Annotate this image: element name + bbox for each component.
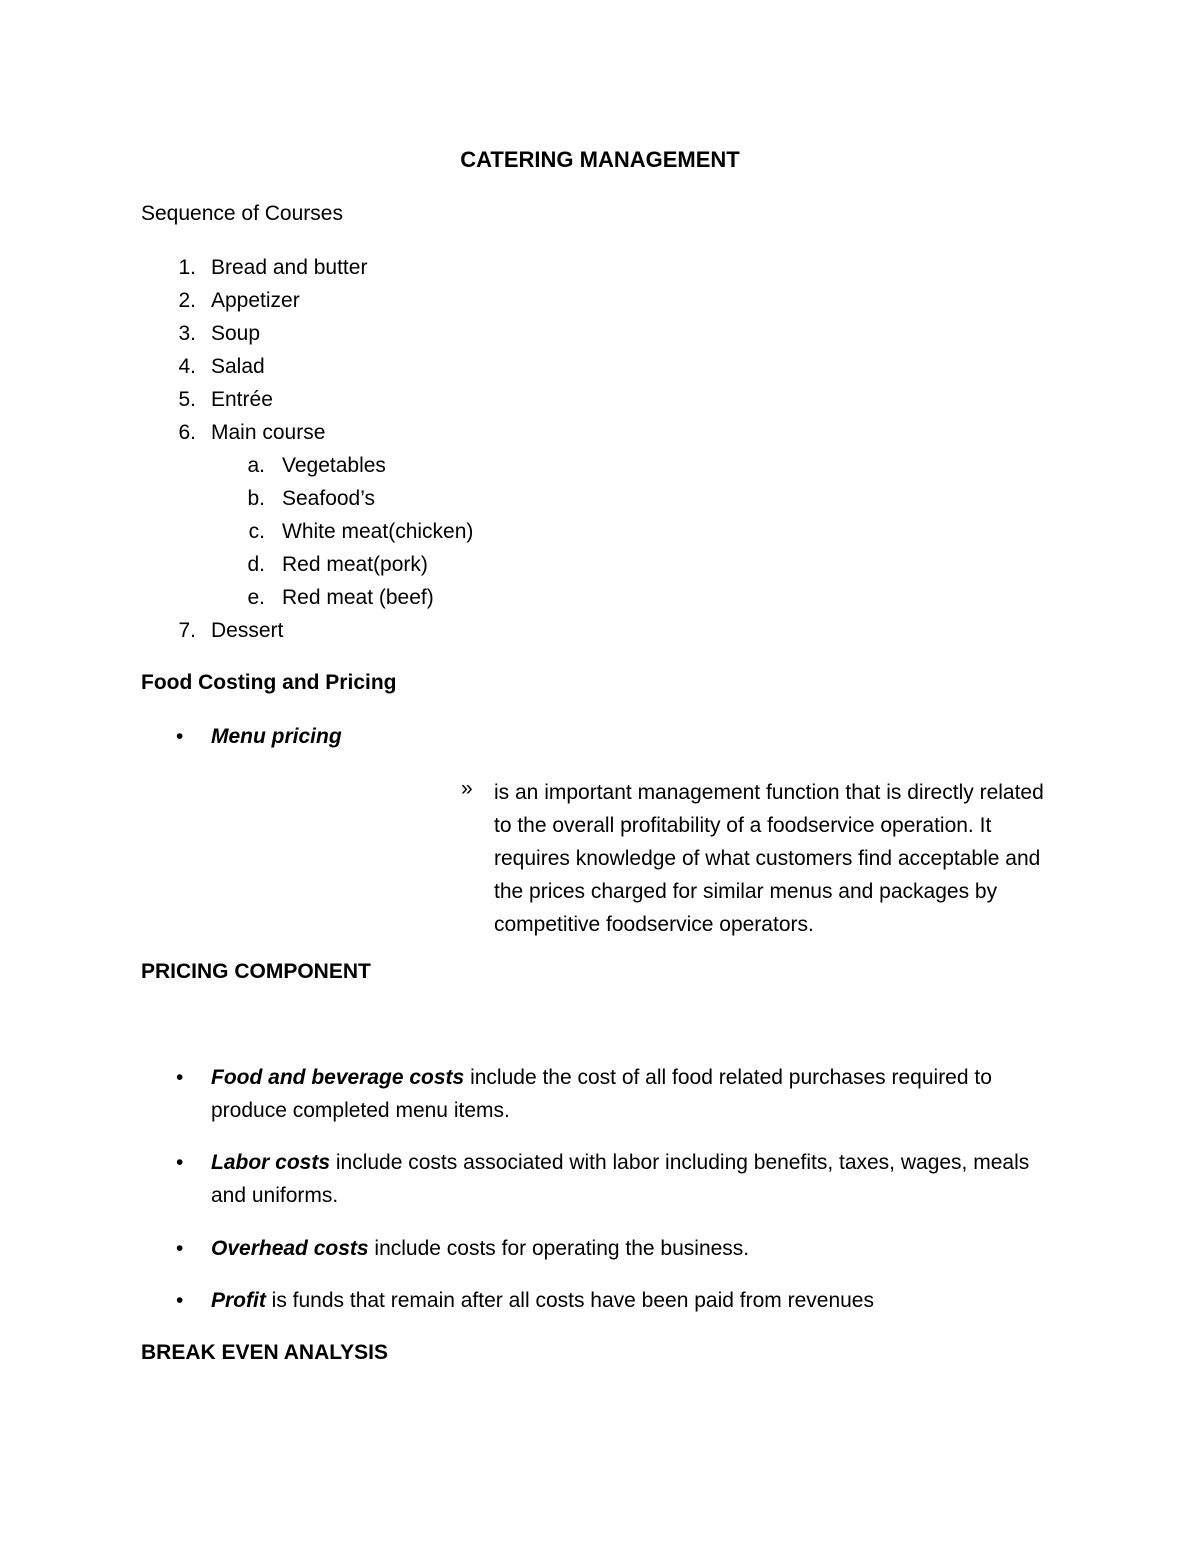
pricing-description: include the cost of all food related purchases required to bbox=[464, 1066, 992, 1089]
list-item-number: 6. bbox=[178, 421, 196, 444]
list-item: Entrée bbox=[211, 388, 273, 411]
sub-list-item: Vegetables bbox=[282, 454, 386, 477]
list-item: Appetizer bbox=[211, 289, 300, 312]
sub-list-item-letter: d. bbox=[247, 553, 265, 576]
menu-pricing-description: is an important management function that is directly related to the overall profitability of a foodservice operation. It requires knowledge of what customers find acceptable and the prices charged for similar menus and packages by competitive foodservice operators. bbox=[494, 781, 1044, 936]
pricing-item-labor bbox=[211, 1152, 1029, 1173]
pricing-description: is funds that remain after all costs have been paid from revenues bbox=[265, 1289, 874, 1312]
break-even-heading: BREAK EVEN ANALYSIS bbox=[141, 1341, 388, 1364]
bullet-icon: • bbox=[176, 1066, 184, 1089]
pricing-description-continued: and uniforms. bbox=[211, 1184, 339, 1207]
sub-list-item: Red meat(pork) bbox=[282, 553, 428, 576]
food-costing-heading: Food Costing and Pricing bbox=[141, 671, 397, 694]
bullet-icon: • bbox=[176, 1237, 184, 1260]
menu-pricing-label: Menu pricing bbox=[211, 725, 342, 748]
list-item-number: 5. bbox=[178, 388, 196, 411]
pricing-description-continued: produce completed menu items. bbox=[211, 1099, 510, 1122]
list-item: Salad bbox=[211, 355, 265, 378]
pricing-term: Overhead costs bbox=[211, 1237, 369, 1260]
list-item-number: 1. bbox=[178, 256, 196, 279]
list-item-number: 4. bbox=[178, 355, 196, 378]
bullet-icon: • bbox=[176, 725, 184, 748]
pricing-item-overhead bbox=[211, 1238, 749, 1259]
list-item: Dessert bbox=[211, 619, 284, 642]
pricing-term: Food and beverage costs bbox=[211, 1066, 465, 1089]
bullet-icon: • bbox=[176, 1289, 184, 1312]
list-item: Soup bbox=[211, 322, 261, 345]
pricing-component-heading: PRICING COMPONENT bbox=[141, 960, 371, 983]
pricing-item-profit bbox=[211, 1290, 874, 1311]
sub-list-item: Seafood’s bbox=[282, 487, 376, 510]
sub-list-item: Red meat (beef) bbox=[282, 586, 434, 609]
pricing-term: Labor costs bbox=[211, 1151, 331, 1174]
sub-list-item: White meat(chicken) bbox=[282, 520, 474, 543]
list-item: Main course bbox=[211, 421, 326, 444]
sub-list-item-letter: a. bbox=[247, 454, 265, 477]
pricing-description: include costs for operating the business. bbox=[368, 1237, 750, 1260]
document-title: CATERING MANAGEMENT bbox=[460, 147, 740, 172]
bullet-icon: • bbox=[176, 1151, 184, 1174]
pricing-description: include costs associated with labor including benefits, taxes, wages, meals bbox=[330, 1151, 1030, 1174]
sub-list-item-letter: c. bbox=[248, 520, 265, 543]
list-item-number: 7. bbox=[178, 619, 196, 642]
arrow-bullet-icon: » bbox=[461, 777, 473, 800]
list-item: Bread and butter bbox=[211, 256, 368, 279]
list-item-number: 3. bbox=[178, 322, 196, 345]
sub-list-item-letter: b. bbox=[247, 487, 265, 510]
sub-list-item-letter: e. bbox=[247, 586, 265, 609]
pricing-item-food-beverage bbox=[211, 1067, 992, 1088]
courses-heading: Sequence of Courses bbox=[141, 202, 343, 225]
list-item-number: 2. bbox=[178, 289, 196, 312]
pricing-term: Profit bbox=[211, 1289, 266, 1312]
